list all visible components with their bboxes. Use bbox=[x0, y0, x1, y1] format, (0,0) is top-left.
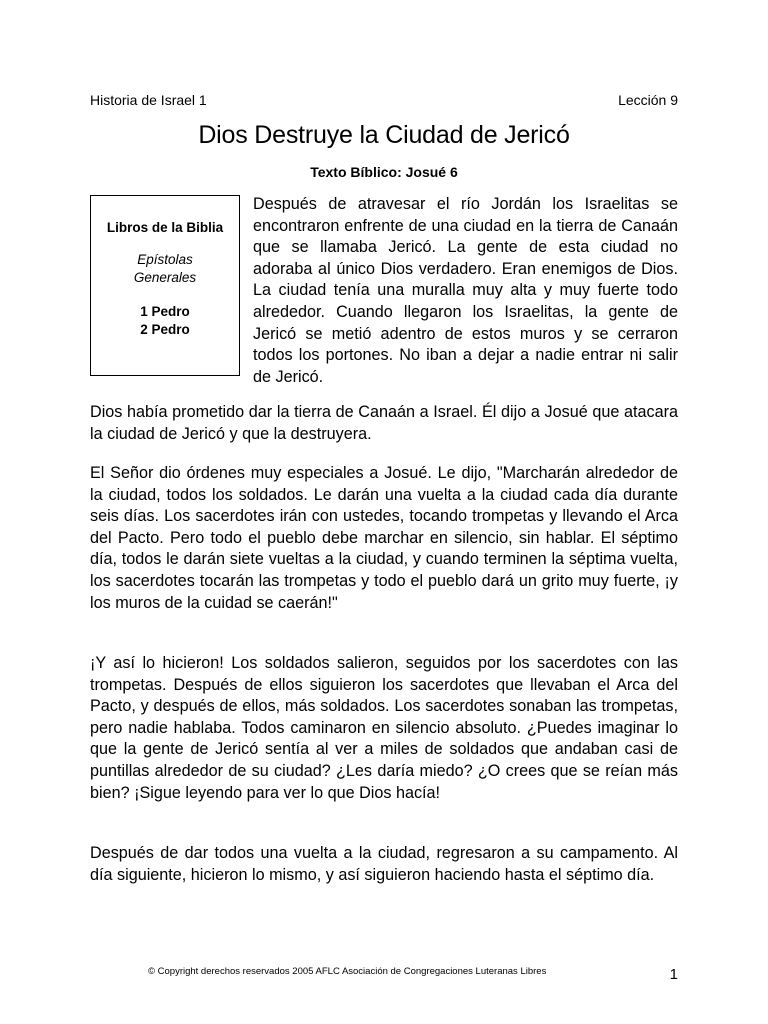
copyright-footer: © Copyright derechos reservados 2005 AFLC Asociación de Congregaciones Luteranas Libres bbox=[148, 966, 547, 977]
bible-books-list bbox=[91, 303, 239, 339]
bible-text-reference: Texto Bíblico: Josué 6 bbox=[310, 164, 458, 180]
paragraph-1: Después de atravesar el río Jordán los Israelitas se encontraron enfrente de una ciudad en la tierra de Canaán que se llamaba Jericó. La gente de esta ciudad no adoraba al único Dios verdadero. Eran enemigos de Dios. La ciudad tenía una muralla muy alta y muy fuerte todo alrededor. Cuando llegaron los Israelitas, la gente de Jericó se metió adentro de estos muros y se cerraron todos los portones. No iban a dejar a nadie entrar ni salir de Jericó. bbox=[253, 195, 678, 386]
paragraph-4: ¡Y así lo hicieron! Los soldados salieron, seguidos por los sacerdotes con las trompetas. Después de ellos siguieron los sacerdotes que llevaban el Arca del Pacto, y después de ellos, más soldados. Los sacerdotes sonaban las trompetas, pero nadie hablaba. Todos caminaron en silencio absoluto. ¿Puedes imaginar lo que la gente de Jericó sentía al ver a miles de soldados que andaban casi de puntillas alrededor de su ciudad? ¿Les daría miedo? ¿O crees que se reían más bien? ¡Sigue leyendo para ver lo que Dios hacía! bbox=[90, 654, 678, 802]
header-course-title: Historia de Israel 1 bbox=[90, 92, 207, 108]
paragraph-3: El Señor dio órdenes muy especiales a Josué. Le dijo, "Marcharán alrededor de la ciudad, todos los soldados. Le darán una vuelta a la ciudad cada día durante seis días. Los sacerdotes irán con ustedes, tocando trompetas y llevando el Arca del Pacto. Pero todo el pueblo debe marchar en silencio, sin hablar. El séptimo día, todos le darán siete vueltas a la ciudad, y cuando terminen la séptima vuelta, los sacerdotes tocarán las trompetas y todo el pueblo dará un grito muy fuerte, ¡y los muros de la cuidad se caerán!" bbox=[90, 464, 678, 612]
page-number: 1 bbox=[669, 966, 678, 983]
bible-book-item: 1 Pedro bbox=[140, 304, 190, 319]
paragraph-5: Después de dar todos una vuelta a la ciudad, regresaron a su campamento. Al día siguiente, hicieron lo mismo, y así siguieron haciendo hasta el séptimo día. bbox=[90, 844, 678, 884]
bible-books-box bbox=[90, 195, 240, 376]
running-header bbox=[90, 92, 678, 108]
bible-books-category-line1: Epístolas bbox=[137, 252, 193, 267]
header-lesson-number: Lección 9 bbox=[618, 92, 678, 108]
document-page bbox=[90, 0, 678, 1024]
bible-books-category-line2: Generales bbox=[133, 270, 197, 285]
page-title: Dios Destruye la Ciudad de Jericó bbox=[198, 121, 570, 149]
bible-book-item: 2 Pedro bbox=[140, 322, 190, 337]
bible-books-box-title: Libros de la Biblia bbox=[106, 220, 224, 235]
paragraph-2: Dios había prometido dar la tierra de Canaán a Israel. Él dijo a Josué que atacara la ciudad de Jericó y que la destruyera. bbox=[90, 403, 678, 443]
bible-books-category bbox=[91, 251, 239, 287]
